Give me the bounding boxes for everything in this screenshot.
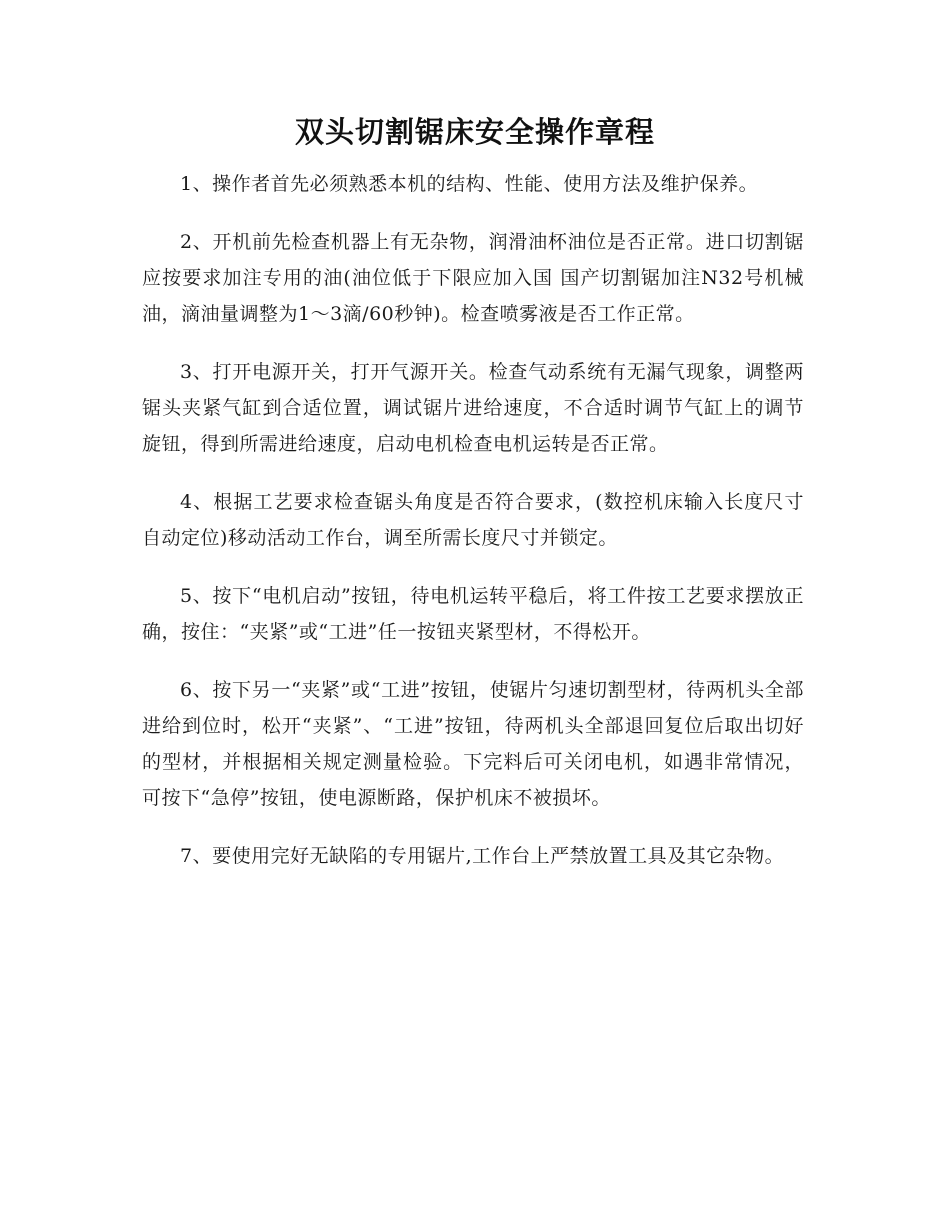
document-title: 双头切割锯床安全操作章程 [294,115,655,149]
paragraph-2: 2、开机前先检查机器上有无杂物，润滑油杯油位是否正常。进口切割锯应按要求加注专用的油(油位低于下限应加入国 国产切割锯加注N32号机械油，滴油量调整为1～3滴/60秒钟)。检查喷雾液是否工作正常。 [142,231,804,325]
paragraph-1: 1、操作者首先必须熟悉本机的结构、性能、使用方法及维护保养。 [180,173,759,195]
paragraph-7: 7、要使用完好无缺陷的专用锯片,工作台上严禁放置工具及其它杂物。 [180,845,785,867]
paragraph-6: 6、按下另一“夹紧”或“工进”按钮，使锯片匀速切割型材，待两机头全部进给到位时，松开“夹紧”、“工进”按钮，待两机头全部退回复位后取出切好的型材，并根据相关规定测量检验。下完料后可关闭电机，如遇非常情况，可按下“急停”按钮，使电源断路，保护机床不被损坏。 [142,679,804,809]
paragraph-5: 5、按下“电机启动”按钮，待电机运转平稳后，将工件按工艺要求摆放正确，按住：“夹紧”或“工进”任一按钮夹紧型材，不得松开。 [142,585,804,643]
document-body [142,166,804,896]
paragraph-3: 3、打开电源开关，打开气源开关。检查气动系统有无漏气现象，调整两锯头夹紧气缸到合适位置，调试锯片进给速度，不合适时调节气缸上的调节旋钮，得到所需进给速度，启动电机检查电机运转是否正常。 [142,361,804,455]
paragraph-4: 4、根据工艺要求检查锯头角度是否符合要求，(数控机床输入长度尺寸自动定位)移动活动工作台，调至所需长度尺寸并锁定。 [142,491,804,549]
